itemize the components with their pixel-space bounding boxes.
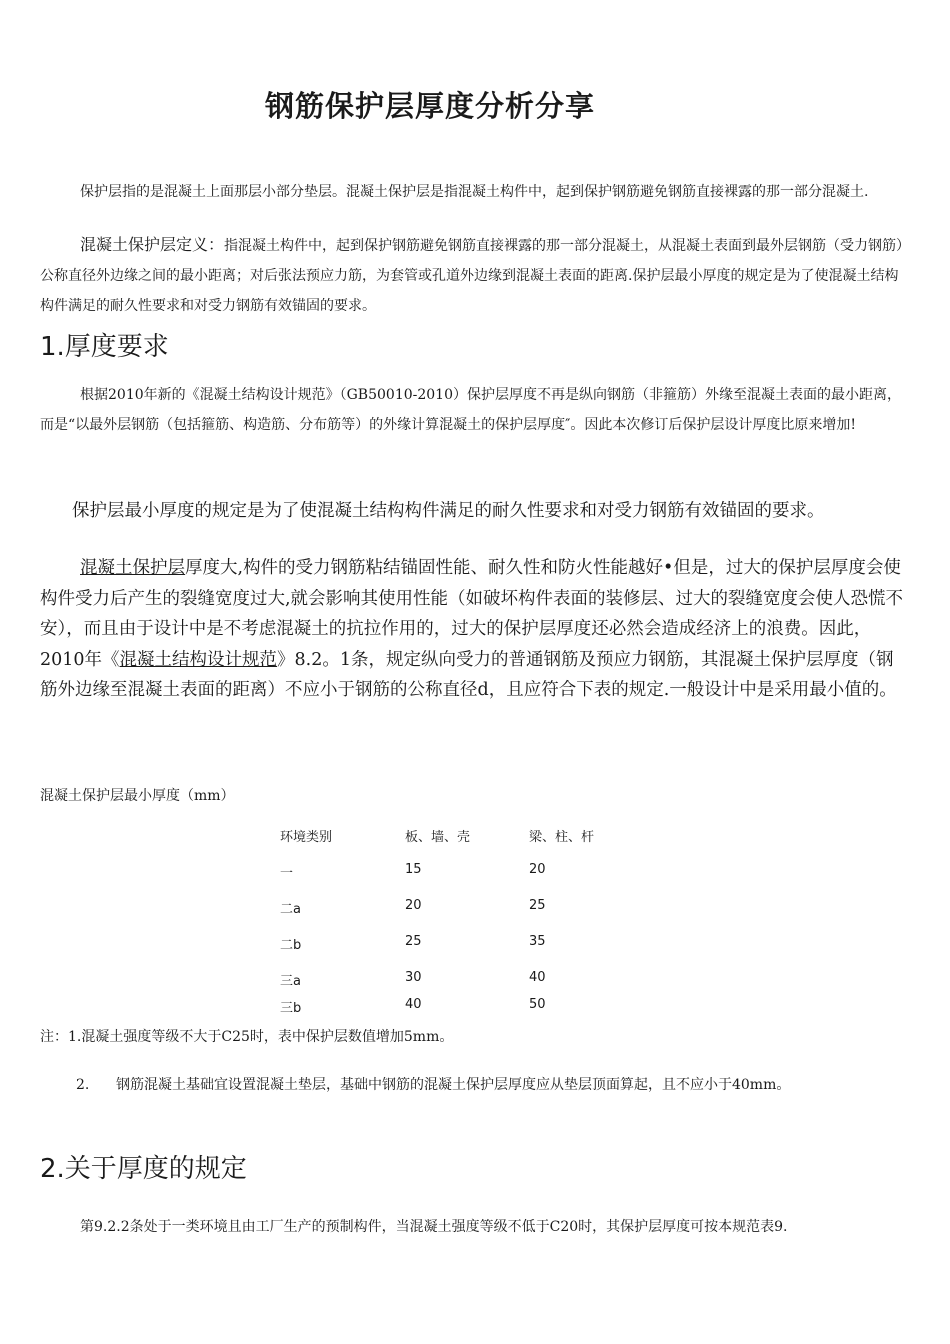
table-cell: 35 bbox=[529, 934, 546, 949]
table-cell: 50 bbox=[529, 997, 546, 1012]
header-cell: 板、墙、壳 bbox=[405, 830, 471, 845]
table-cell: 三b bbox=[280, 1001, 302, 1016]
table-cell: 一 bbox=[280, 866, 294, 881]
section-1-paragraph-1: 根据2010年新的《混凝土结构设计规范》（GB50010-2010）保护层厚度不再是纵向钢筋（非箍筋）外缘至混凝土表面的最小距离，而是“以最外层钢筋（包括箍筋、构造筋、分布筋等）的外缘计算混凝土的保护层厚度″。因此本次修订后保护层设计厚度比原来增加! bbox=[40, 387, 901, 433]
section-2-paragraph-1: 第9.2.2条处于一类环境且由工厂生产的预制构件，当混凝土强度等级不低于C20时，其保护层厚度可按本规范表9. bbox=[80, 1219, 788, 1235]
section-1-paragraph-2: 保护层最小厚度的规定是为了使混凝土结构构件满足的耐久性要求和对受力钢筋有效锚固的要求。 bbox=[72, 501, 825, 521]
table-cell: 40 bbox=[529, 970, 546, 985]
header-cell: 环境类别 bbox=[280, 830, 333, 845]
definition-lead: 混凝土保护层定义： bbox=[80, 235, 225, 254]
concrete-cover-link[interactable]: 混凝土保护层 bbox=[80, 558, 185, 578]
table-cell: 30 bbox=[405, 970, 422, 985]
document-title: 钢筋保护层厚度分析分享 bbox=[264, 89, 595, 123]
design-code-link[interactable]: 混凝土结构设计规范 bbox=[119, 649, 278, 670]
note-text: 钢筋混凝土基础宜设置混凝土垫层，基础中钢筋的混凝土保护层厚度应从垫层顶面算起，且不应小于40mm。 bbox=[116, 1077, 791, 1093]
table-header-row bbox=[280, 826, 680, 846]
paragraph-text-a: 厚度大,构件的受力钢筋粘结锚固性能、耐久性和防火性能越好•但是，过大的保护层厚度会使构件受力后产生的裂缝宽度过大,就会影响其使用性能（如破坏构件表面的装修层、过大的裂缝宽度会使人恐慌不安），而且由于设计中是不考虑混凝土的抗拉作用的，过大的保护层厚度还必然会造成经济上的浪费。因此，2010年《 bbox=[40, 558, 904, 670]
table-row bbox=[280, 862, 680, 882]
table-cell: 25 bbox=[529, 898, 546, 913]
definition-text: 指混凝土构件中，起到保护钢筋避免钢筋直接裸露的那一部分混凝土，从混凝土表面到最外层钢筋（受力钢筋）公称直径外边缘之间的最小距离；对后张法预应力筋，为套管或孔道外边缘到混凝土表面的距离.保护层最小厚度的规定是为了使混凝土结构构件满足的耐久性要求和对受力钢筋有效锚固的要求。 bbox=[40, 238, 904, 314]
table-cell: 20 bbox=[529, 862, 546, 877]
table-cell: 二b bbox=[280, 938, 302, 953]
paragraph-text-b: 》8.2。1条，规定纵向受力的普通钢筋及预应力钢筋，其混凝土保护层厚度（钢筋外边缘至混凝土表面的距离）不应小于钢筋的公称直径d，且应符合下表的规定.一般设计中是采用最小值的。 bbox=[40, 649, 897, 700]
table-cell: 三a bbox=[280, 974, 301, 989]
intro-paragraph-1: 保护层指的是混凝土上面那层小部分垫层。混凝土保护层是指混凝土构件中，起到保护钢筋避免钢筋直接裸露的那一部分混凝土. bbox=[80, 184, 869, 200]
table-cell: 25 bbox=[405, 934, 422, 949]
table-row bbox=[280, 898, 680, 918]
header-cell: 梁、柱、杆 bbox=[529, 830, 595, 845]
table-caption: 混凝土保护层最小厚度（mm） bbox=[40, 788, 235, 804]
table-cell: 15 bbox=[405, 862, 422, 877]
table-cell: 二a bbox=[280, 902, 301, 917]
table-cell: 40 bbox=[405, 997, 422, 1012]
table-row bbox=[280, 997, 680, 1017]
section-1-heading: 1.厚度要求 bbox=[40, 332, 169, 362]
note-number: 2. bbox=[76, 1077, 90, 1093]
table-row bbox=[280, 934, 680, 954]
table-cell: 20 bbox=[405, 898, 422, 913]
section-2-heading: 2.关于厚度的规定 bbox=[40, 1154, 247, 1184]
table-note-2 bbox=[40, 1070, 820, 1100]
table-row bbox=[280, 970, 680, 990]
section-1-paragraph-3 bbox=[40, 553, 908, 706]
intro-paragraph-2 bbox=[40, 230, 908, 321]
table-note-1: 注：1.混凝土强度等级不大于C25时，表中保护层数值增加5mm。 bbox=[40, 1029, 454, 1045]
